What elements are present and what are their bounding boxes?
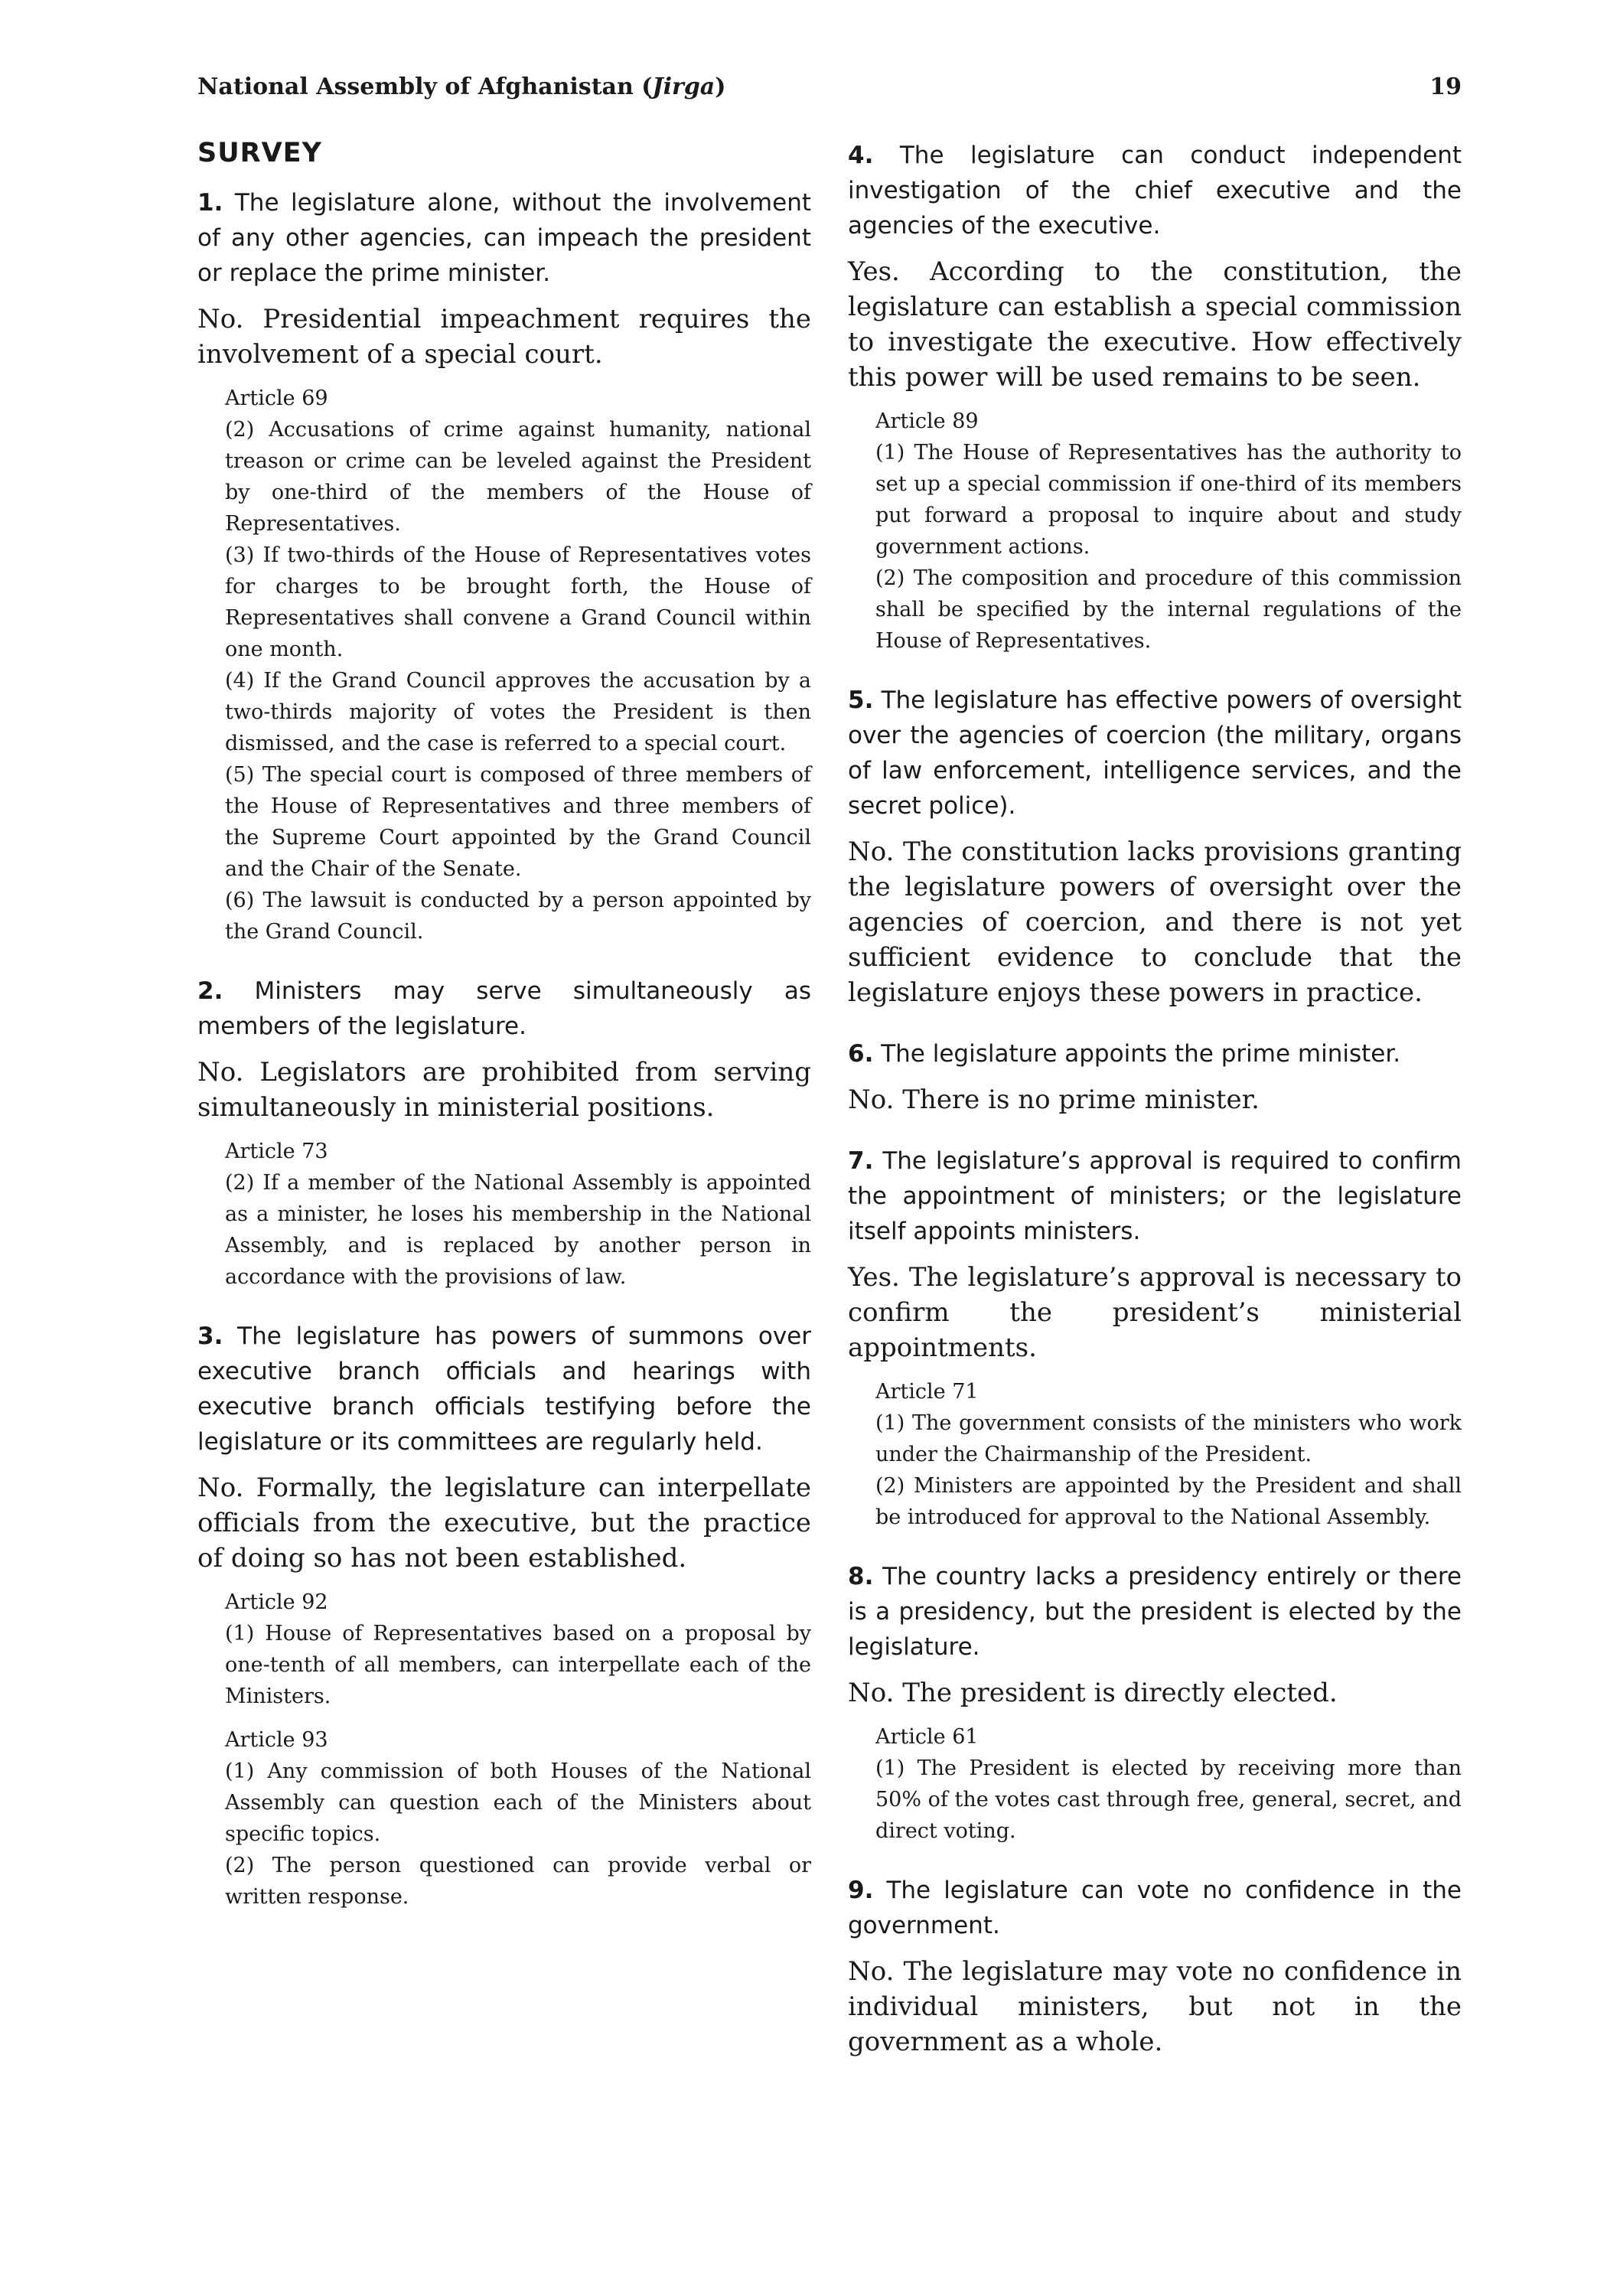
- article-clause: (1) The government consists of the ministers who work under the Chairmanship of the President.: [875, 1411, 1462, 1466]
- survey-question: [848, 683, 1462, 823]
- article-clause: (3) If two-thirds of the House of Representatives votes for charges to be brought forth, the House of Representatives shall convene a Grand Council within one month.: [225, 543, 811, 661]
- article-clause: (2) The person questioned can provide verbal or written response.: [225, 1854, 811, 1909]
- survey-answer: No. There is no prime minister.: [848, 1084, 1260, 1115]
- survey-item: [197, 974, 811, 1293]
- survey-answer: Yes. According to the constitution, the legislature can establish a special commission to investigate the executive. How effectively this power will be used remains to be seen.: [848, 256, 1462, 393]
- constitution-article: [225, 1587, 811, 1712]
- question-text: The legislature appoints the prime minister.: [881, 1040, 1401, 1068]
- question-number: 3.: [197, 1322, 223, 1350]
- left-column: [197, 138, 811, 1939]
- question-number: 6.: [848, 1040, 874, 1068]
- article-clause: (1) House of Representatives based on a proposal by one-tenth of all members, can interpellate each of the Ministers.: [225, 1622, 811, 1708]
- question-number: 4.: [848, 142, 874, 169]
- page-number: 19: [1429, 73, 1462, 100]
- survey-answer: No. The legislature may vote no confidence in individual ministers, but not in the government as a whole.: [848, 1956, 1462, 2057]
- survey-question: [848, 1036, 1462, 1071]
- survey-question: [848, 1559, 1462, 1665]
- right-column: [848, 138, 1462, 2086]
- question-text: The legislature has effective powers of oversight over the agencies of coercion (the military, organs of law enforcement, intelligence services, and the secret police).: [848, 687, 1462, 820]
- article-title: Article 71: [875, 1380, 979, 1404]
- article-clause: (1) The President is elected by receiving more than 50% of the votes cast through free, general, secret, and direct voting.: [875, 1756, 1462, 1843]
- article-clause: (4) If the Grand Council approves the accusation by a two-thirds majority of votes the President is then dismissed, and the case is referred to a special court.: [225, 669, 811, 755]
- question-number: 1.: [197, 189, 223, 217]
- article-clause: (2) If a member of the National Assembly is appointed as a minister, he loses his membership in the National Assembly, and is replaced by another person in accordance with the provisions of law.: [225, 1171, 811, 1289]
- article-clause: (2) The composition and procedure of this commission shall be specified by the internal regulations of the House of Representatives.: [875, 566, 1462, 653]
- question-text: The country lacks a presidency entirely or there is a presidency, but the president is elected by the legislature.: [848, 1563, 1462, 1661]
- question-number: 2.: [197, 977, 223, 1005]
- running-title: National Assembly of Afghanistan (Jirga): [197, 73, 726, 100]
- article-title: Article 89: [875, 409, 979, 433]
- question-text: The legislature’s approval is required to confirm the appointment of ministers; or the legislature itself appoints ministers.: [848, 1147, 1462, 1245]
- survey-question: [848, 1143, 1462, 1249]
- article-title: Article 92: [225, 1590, 328, 1614]
- survey-answer: No. Formally, the legislature can interpellate officials from the executive, but the practice of doing so has not been established.: [197, 1473, 811, 1574]
- constitution-article: [225, 1136, 811, 1293]
- question-number: 9.: [848, 1877, 874, 1904]
- survey-question: [197, 974, 811, 1044]
- survey-item: [848, 1559, 1462, 1847]
- survey-answer: No. The constitution lacks provisions granting the legislature powers of oversight over the agencies of coercion, and there is not yet sufficient evidence to conclude that the legislature enjoys these powers in practice.: [848, 837, 1462, 1008]
- question-text: The legislature can vote no confidence in the government.: [848, 1877, 1462, 1939]
- survey-item: [848, 138, 1462, 657]
- constitution-article: [225, 383, 811, 947]
- survey-question: [197, 1319, 811, 1459]
- survey-answer: Yes. The legislature’s approval is necessary to confirm the president’s ministerial appointments.: [848, 1262, 1462, 1363]
- article-clause: (2) Ministers are appointed by the President and shall be introduced for approval to the National Assembly.: [875, 1474, 1462, 1529]
- jirga-italic: Jirga: [652, 73, 715, 100]
- survey-answer: No. The president is directly elected.: [848, 1678, 1338, 1708]
- question-number: 8.: [848, 1563, 874, 1590]
- survey-question: [848, 1873, 1462, 1943]
- left-items: [197, 185, 811, 1913]
- constitution-article: [875, 1721, 1462, 1847]
- survey-item: [197, 1319, 811, 1913]
- article-clause: (5) The special court is composed of three members of the House of Representatives and three members of the Supreme Court appointed by the Grand Council and the Chair of the Senate.: [225, 763, 811, 881]
- question-text: Ministers may serve simultaneously as members of the legislature.: [197, 977, 811, 1040]
- constitution-article: [875, 1376, 1462, 1533]
- article-clause: (1) Any commission of both Houses of the National Assembly can question each of the Ministers about specific topics.: [225, 1760, 811, 1846]
- question-number: 7.: [848, 1147, 874, 1175]
- article-clause: (1) The House of Representatives has the authority to set up a special commission if one-third of its members put forward a proposal to inquire about and study government actions.: [875, 441, 1462, 559]
- survey-item: [848, 1143, 1462, 1533]
- survey-question: [848, 138, 1462, 243]
- question-number: 5.: [848, 687, 874, 714]
- survey-item: [848, 683, 1462, 1010]
- section-heading: SURVEY: [197, 138, 322, 168]
- constitution-article: [875, 406, 1462, 657]
- survey-item: [197, 185, 811, 947]
- article-title: Article 61: [875, 1725, 979, 1749]
- article-clause: (6) The lawsuit is conducted by a person appointed by the Grand Council.: [225, 889, 811, 944]
- survey-question: [197, 185, 811, 291]
- question-text: The legislature alone, without the involvement of any other agencies, can impeach the president or replace the prime minister.: [197, 189, 811, 287]
- survey-item: [848, 1873, 1462, 2060]
- survey-item: [848, 1036, 1462, 1117]
- survey-answer: No. Presidential impeachment requires the involvement of a special court.: [197, 304, 811, 370]
- article-title: Article 73: [225, 1140, 328, 1163]
- question-text: The legislature can conduct independent investigation of the chief executive and the agencies of the executive.: [848, 142, 1462, 240]
- article-title: Article 93: [225, 1728, 328, 1752]
- article-clause: (2) Accusations of crime against humanity, national treason or crime can be leveled against the President by one-third of the members of the House of Representatives.: [225, 418, 811, 536]
- constitution-article: [225, 1724, 811, 1913]
- survey-answer: No. Legislators are prohibited from serving simultaneously in ministerial positions.: [197, 1057, 811, 1123]
- article-title: Article 69: [225, 386, 328, 410]
- question-text: The legislature has powers of summons over executive branch officials and hearings with executive branch officials testifying before the legislature or its committees are regularly held.: [197, 1322, 811, 1456]
- right-items: [848, 138, 1462, 2060]
- running-head: [197, 73, 1462, 100]
